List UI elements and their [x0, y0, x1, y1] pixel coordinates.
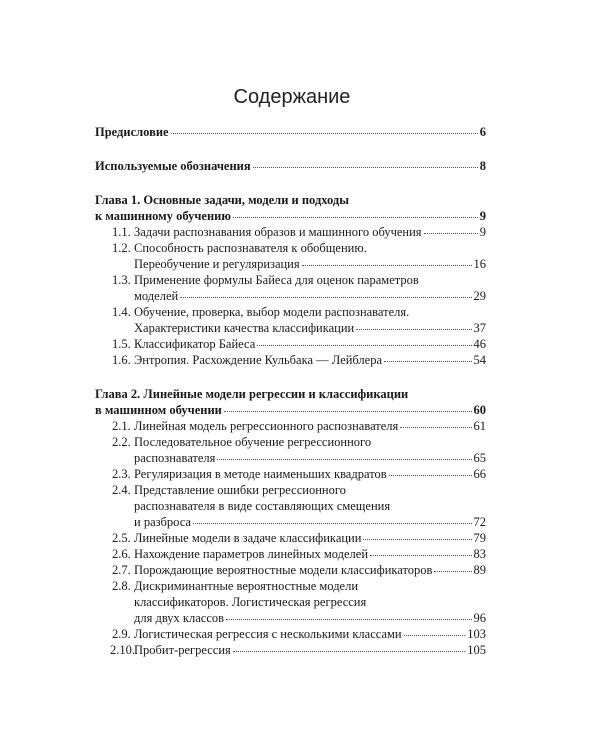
toc-section-entry[interactable]	[95, 578, 486, 626]
toc-section-entry[interactable]	[95, 482, 486, 530]
toc-section-entry[interactable]	[95, 466, 486, 482]
section-number: 2.10.	[110, 643, 135, 657]
section-number: 1.4.	[112, 305, 131, 319]
section-title-line: Характеристики качества классификации	[134, 321, 355, 335]
leader-dots	[424, 233, 478, 234]
chapter-2-sections	[95, 418, 486, 658]
toc-group-preface	[95, 124, 486, 140]
toc-page-number: 46	[473, 337, 486, 351]
leader-dots	[217, 459, 471, 460]
toc-entry-preface[interactable]	[95, 124, 486, 140]
leader-dots	[370, 555, 471, 556]
toc-page-number: 29	[473, 289, 486, 303]
toc-section-entry[interactable]	[95, 562, 486, 578]
section-number: 1.5.	[112, 337, 131, 351]
leader-dots	[302, 265, 472, 266]
toc-section-entry[interactable]	[95, 418, 486, 434]
toc-section-entry[interactable]	[95, 240, 486, 272]
section-title-line: для двух классов	[134, 611, 225, 625]
section-number: 1.3.	[112, 273, 131, 287]
toc-section-entry[interactable]	[95, 224, 486, 240]
table-of-contents	[95, 124, 486, 676]
toc-chapter-1[interactable]	[95, 192, 486, 224]
section-number: 2.1.	[112, 419, 131, 433]
leader-dots	[389, 475, 472, 476]
section-title-line: Порождающие вероятностные модели классификаторов	[134, 563, 433, 577]
toc-page-number: 105	[467, 643, 486, 657]
leader-dots	[384, 361, 471, 362]
toc-page-number: 9	[479, 209, 486, 223]
toc-section-entry[interactable]	[95, 336, 486, 352]
leader-dots	[171, 133, 478, 134]
toc-entry-notation[interactable]	[95, 158, 486, 174]
section-number: 1.6.	[112, 353, 131, 367]
leader-dots	[193, 523, 472, 524]
leader-dots	[257, 345, 471, 346]
toc-page-number: 16	[473, 257, 486, 271]
toc-page-number: 65	[473, 451, 486, 465]
leader-dots	[434, 571, 471, 572]
section-title-line: классификаторов. Логистическая регрессия	[134, 595, 367, 609]
toc-page-number: 61	[473, 419, 486, 433]
leader-dots	[224, 411, 472, 412]
section-number: 2.9.	[112, 627, 131, 641]
section-number: 1.1.	[112, 225, 131, 239]
section-title-line: Способность распознавателя к обобщению.	[134, 241, 367, 255]
section-title-line: Линейная модель регрессионного распознавателя	[134, 419, 399, 433]
chapter-title-line: Глава 2. Линейные модели регрессии и классификации	[95, 387, 409, 401]
section-title-line: Регуляризация в методе наименьших квадратов	[134, 467, 387, 481]
leader-dots	[180, 297, 471, 298]
section-title-line: Обучение, проверка, выбор модели распознавателя.	[134, 305, 410, 319]
toc-section-entry[interactable]	[95, 272, 486, 304]
toc-page-number: 103	[467, 627, 486, 641]
section-number: 2.6.	[112, 547, 131, 561]
toc-entry-title: Используемые обозначения	[95, 159, 251, 173]
leader-dots	[233, 217, 478, 218]
leader-dots	[400, 427, 471, 428]
section-title-line: Классификатор Байеса	[134, 337, 256, 351]
leader-dots	[233, 651, 465, 652]
section-title-line: Переобучение и регуляризация	[134, 257, 300, 271]
toc-group-chapter-1	[95, 192, 486, 368]
toc-page-number: 89	[473, 563, 486, 577]
toc-page-number: 9	[479, 225, 486, 239]
toc-group-notation	[95, 158, 486, 174]
section-number: 2.5.	[112, 531, 131, 545]
leader-dots	[226, 619, 471, 620]
toc-page-number: 72	[473, 515, 486, 529]
toc-section-entry[interactable]	[95, 546, 486, 562]
leader-dots	[356, 329, 471, 330]
toc-section-entry[interactable]	[95, 642, 486, 658]
toc-section-entry[interactable]	[95, 304, 486, 336]
chapter-1-sections	[95, 224, 486, 368]
section-title-line: Пробит-регрессия	[134, 643, 231, 657]
section-title-line: Последовательное обучение регрессионного	[134, 435, 372, 449]
section-title-line: моделей	[134, 289, 179, 303]
section-number: 1.2.	[112, 241, 131, 255]
section-title-line: Логистическая регрессия с несколькими классами	[134, 627, 402, 641]
toc-section-entry[interactable]	[95, 352, 486, 368]
section-title-line: Энтропия. Расхождение Кульбака — Лейблера	[134, 353, 383, 367]
leader-dots	[363, 539, 471, 540]
chapter-title-line: в машинном обучении	[95, 403, 222, 417]
section-number: 2.8.	[112, 579, 131, 593]
toc-entry-title: Предисловие	[95, 125, 169, 139]
section-title-line: Применение формулы Байеса для оценок параметров	[134, 273, 419, 287]
toc-chapter-2[interactable]	[95, 386, 486, 418]
chapter-title-line: к машинному обучению	[95, 209, 231, 223]
toc-page-number: 66	[473, 467, 486, 481]
section-title-line: распознавателя	[134, 451, 216, 465]
toc-page-number: 83	[473, 547, 486, 561]
leader-dots	[404, 635, 466, 636]
section-title-line: распознавателя в виде составляющих смещения	[134, 499, 391, 513]
toc-page-number: 6	[479, 125, 486, 139]
section-number: 2.2.	[112, 435, 131, 449]
section-title-line: Дискриминантные вероятностные модели	[134, 579, 359, 593]
section-number: 2.3.	[112, 467, 131, 481]
section-title-line: Нахождение параметров линейных моделей	[134, 547, 369, 561]
toc-section-entry[interactable]	[95, 626, 486, 642]
toc-page-number: 37	[473, 321, 486, 335]
section-number: 2.7.	[112, 563, 131, 577]
section-title-line: Задачи распознавания образов и машинного обучения	[134, 225, 422, 239]
leader-dots	[253, 167, 478, 168]
toc-section-entry[interactable]	[95, 434, 486, 466]
section-number: 2.4.	[112, 483, 131, 497]
section-title-line: Представление ошибки регрессионного	[134, 483, 346, 497]
toc-page-number: 60	[473, 403, 486, 417]
section-title-line: Линейные модели в задаче классификации	[134, 531, 362, 545]
toc-page-number: 54	[473, 353, 486, 367]
toc-page-number: 96	[473, 611, 486, 625]
toc-section-entry[interactable]	[95, 530, 486, 546]
page-title: Содержание	[233, 86, 351, 108]
toc-page-number: 8	[479, 159, 486, 173]
toc-page-number: 79	[473, 531, 486, 545]
toc-group-chapter-2	[95, 386, 486, 658]
chapter-title-line: Глава 1. Основные задачи, модели и подходы	[95, 193, 350, 207]
section-title-line: и разброса	[134, 515, 191, 529]
